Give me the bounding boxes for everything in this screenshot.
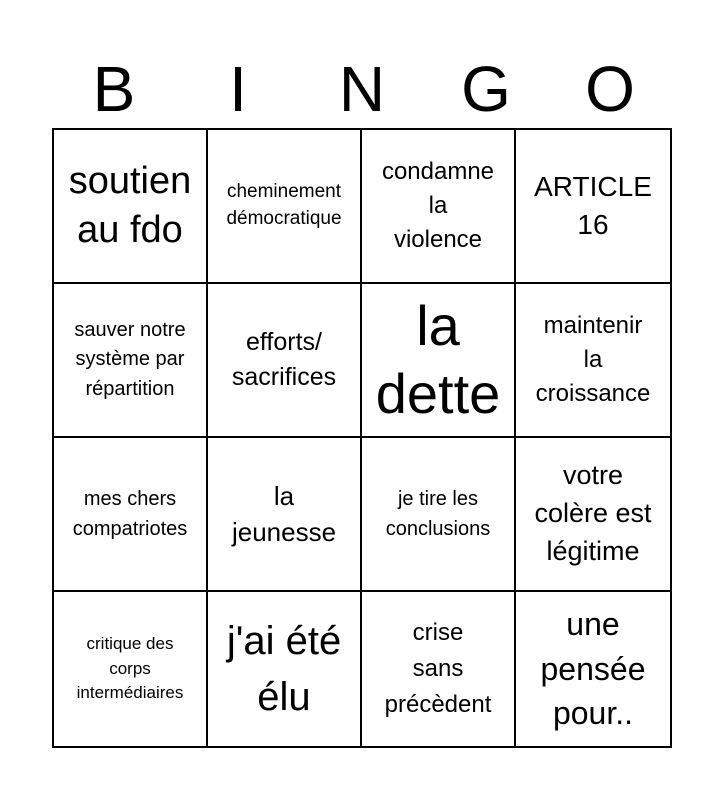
- bingo-cell-r4c4[interactable]: [516, 592, 670, 746]
- bingo-cell-text: condamne la violence: [381, 157, 495, 254]
- bingo-cell-text: efforts/ sacrifices: [231, 328, 337, 391]
- bingo-cell-r3c3[interactable]: [362, 438, 516, 592]
- bingo-cell-r1c2[interactable]: [208, 130, 362, 284]
- bingo-grid: [52, 128, 672, 748]
- bingo-cell-text: critique des corps intermédiaires: [76, 634, 184, 703]
- header-letter-i: I: [229, 53, 247, 125]
- header-letter-o: O: [585, 53, 635, 125]
- bingo-cell-text: la jeunesse: [231, 480, 337, 547]
- bingo-header: [52, 52, 672, 126]
- header-letter-n: N: [338, 53, 386, 125]
- bingo-cell-r3c4[interactable]: [516, 438, 670, 592]
- bingo-cell-r4c2[interactable]: [208, 592, 362, 746]
- bingo-cell-r2c2[interactable]: [208, 284, 362, 438]
- bingo-cell-r3c1[interactable]: [54, 438, 208, 592]
- bingo-cell-text: ARTICLE 16: [534, 171, 652, 240]
- bingo-cell-text: crise sans précèdent: [384, 619, 492, 718]
- bingo-cell-text: cheminement démocratique: [226, 181, 342, 229]
- bingo-cell-r2c4[interactable]: [516, 284, 670, 438]
- bingo-cell-text: mes chers compatriotes: [72, 488, 188, 540]
- bingo-cell-text: une pensée pour..: [540, 605, 646, 732]
- bingo-cell-r2c1[interactable]: [54, 284, 208, 438]
- bingo-cell-r1c1[interactable]: [54, 130, 208, 284]
- bingo-cell-r1c4[interactable]: [516, 130, 670, 284]
- bingo-cell-r4c1[interactable]: [54, 592, 208, 746]
- bingo-cell-text: j'ai été élu: [226, 619, 342, 719]
- bingo-cell-r1c3[interactable]: [362, 130, 516, 284]
- bingo-cell-r3c2[interactable]: [208, 438, 362, 592]
- bingo-cell-text: votre colère est légitime: [534, 460, 652, 566]
- header-letter-g: G: [461, 53, 511, 125]
- bingo-cell-text: la dette: [375, 293, 501, 425]
- bingo-cell-r4c3[interactable]: [362, 592, 516, 746]
- header-letter-b: B: [92, 53, 136, 125]
- bingo-cell-text: soutien au fdo: [68, 159, 192, 251]
- bingo-cell-text: sauver notre système par répartition: [74, 318, 186, 400]
- bingo-cell-r2c3[interactable]: [362, 284, 516, 438]
- bingo-cell-text: maintenir la croissance: [535, 311, 651, 408]
- bingo-cell-text: je tire les conclusions: [385, 488, 491, 540]
